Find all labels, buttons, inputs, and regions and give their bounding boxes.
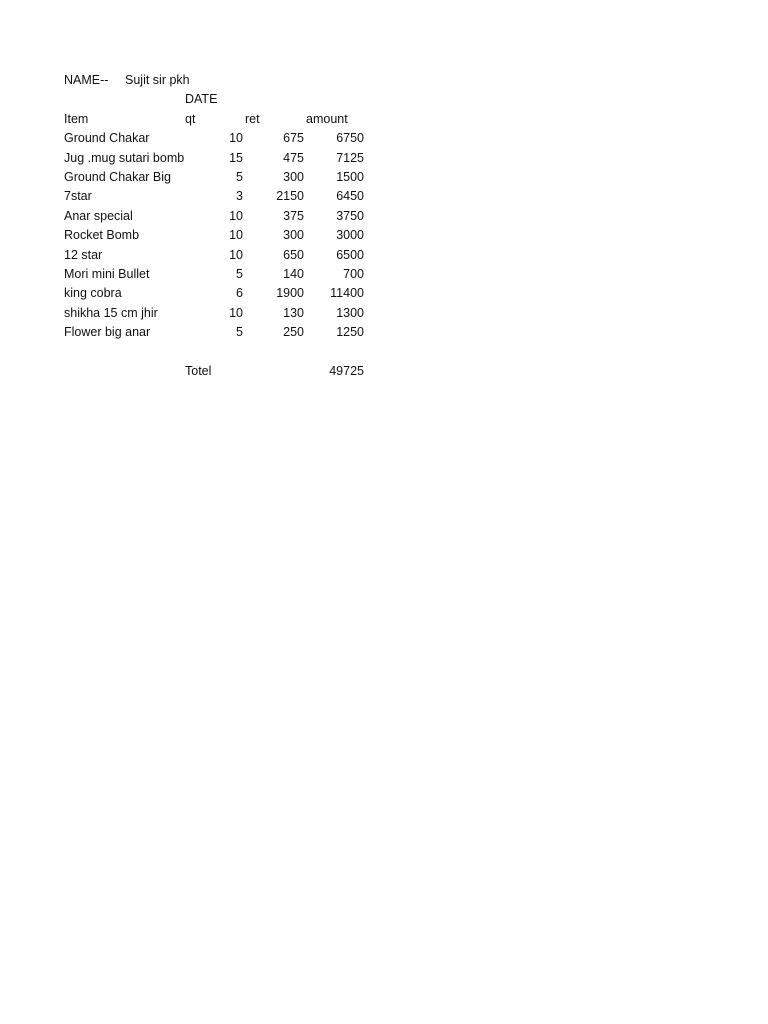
total-value: 49725 [329, 363, 364, 378]
table-row [64, 168, 384, 187]
qt-cell: 6 [236, 286, 243, 301]
item-cell: Anar special [64, 208, 133, 223]
item-cell: Jug .mug sutari bomb [64, 150, 185, 165]
amount-cell: 6750 [336, 131, 364, 146]
amount-cell: 1300 [336, 305, 364, 320]
ret-cell: 300 [283, 228, 304, 243]
total-label: Totel [185, 363, 212, 378]
qt-cell: 10 [229, 228, 243, 243]
qt-cell: 5 [236, 325, 243, 340]
table-row [64, 226, 384, 245]
table-row [64, 187, 384, 206]
spreadsheet-sheet [64, 71, 384, 381]
item-cell: Rocket Bomb [64, 228, 140, 243]
amount-cell: 1250 [336, 325, 364, 340]
table-row [64, 129, 384, 148]
table-row [64, 149, 384, 168]
column-header-item: Item [64, 111, 89, 126]
ret-cell: 140 [283, 266, 304, 281]
qt-cell: 10 [229, 305, 243, 320]
ret-cell: 1900 [276, 286, 304, 301]
ret-cell: 675 [283, 131, 304, 146]
name-value: Sujit sir pkh [125, 73, 190, 87]
ret-cell: 650 [283, 247, 304, 262]
item-cell: 12 star [64, 247, 103, 262]
amount-cell: 3750 [336, 208, 364, 223]
qt-cell: 10 [229, 131, 243, 146]
amount-cell: 1500 [336, 169, 364, 184]
amount-cell: 11400 [330, 286, 364, 301]
item-cell: Flower big anar [64, 325, 151, 340]
qt-cell: 5 [236, 266, 243, 281]
item-cell: Mori mini Bullet [64, 266, 150, 281]
item-cell: Ground Chakar [64, 131, 150, 146]
column-header-ret: ret [245, 111, 260, 126]
qt-cell: 15 [229, 150, 243, 165]
date-row [64, 90, 384, 109]
column-header-amount: amount [306, 111, 348, 126]
item-cell: Ground Chakar Big [64, 169, 172, 184]
table-row [64, 304, 384, 323]
item-cell: king cobra [64, 286, 122, 301]
table-row [64, 323, 384, 342]
ret-cell: 2150 [276, 189, 304, 204]
blank-row [64, 342, 384, 361]
date-label: DATE [185, 92, 218, 107]
table-row [64, 246, 384, 265]
qt-cell: 5 [236, 169, 243, 184]
ret-cell: 375 [283, 208, 304, 223]
table-row [64, 284, 384, 303]
amount-cell: 6450 [336, 189, 364, 204]
name-row [64, 71, 384, 90]
item-cell: shikha 15 cm jhir [64, 305, 158, 320]
amount-cell: 6500 [336, 247, 364, 262]
qt-cell: 10 [229, 247, 243, 262]
table-row [64, 207, 384, 226]
qt-cell: 10 [229, 208, 243, 223]
total-row [64, 362, 384, 381]
ret-cell: 300 [283, 169, 304, 184]
qt-cell: 3 [236, 189, 243, 204]
ret-cell: 250 [283, 325, 304, 340]
amount-cell: 700 [343, 266, 364, 281]
ret-cell: 475 [283, 150, 304, 165]
column-header-qt: qt [185, 111, 196, 126]
amount-cell: 7125 [336, 150, 364, 165]
column-header-row [64, 110, 384, 129]
item-cell: 7star [64, 189, 92, 204]
amount-cell: 3000 [336, 228, 364, 243]
ret-cell: 130 [283, 305, 304, 320]
name-label: NAME-- [64, 73, 109, 87]
table-row [64, 265, 384, 284]
